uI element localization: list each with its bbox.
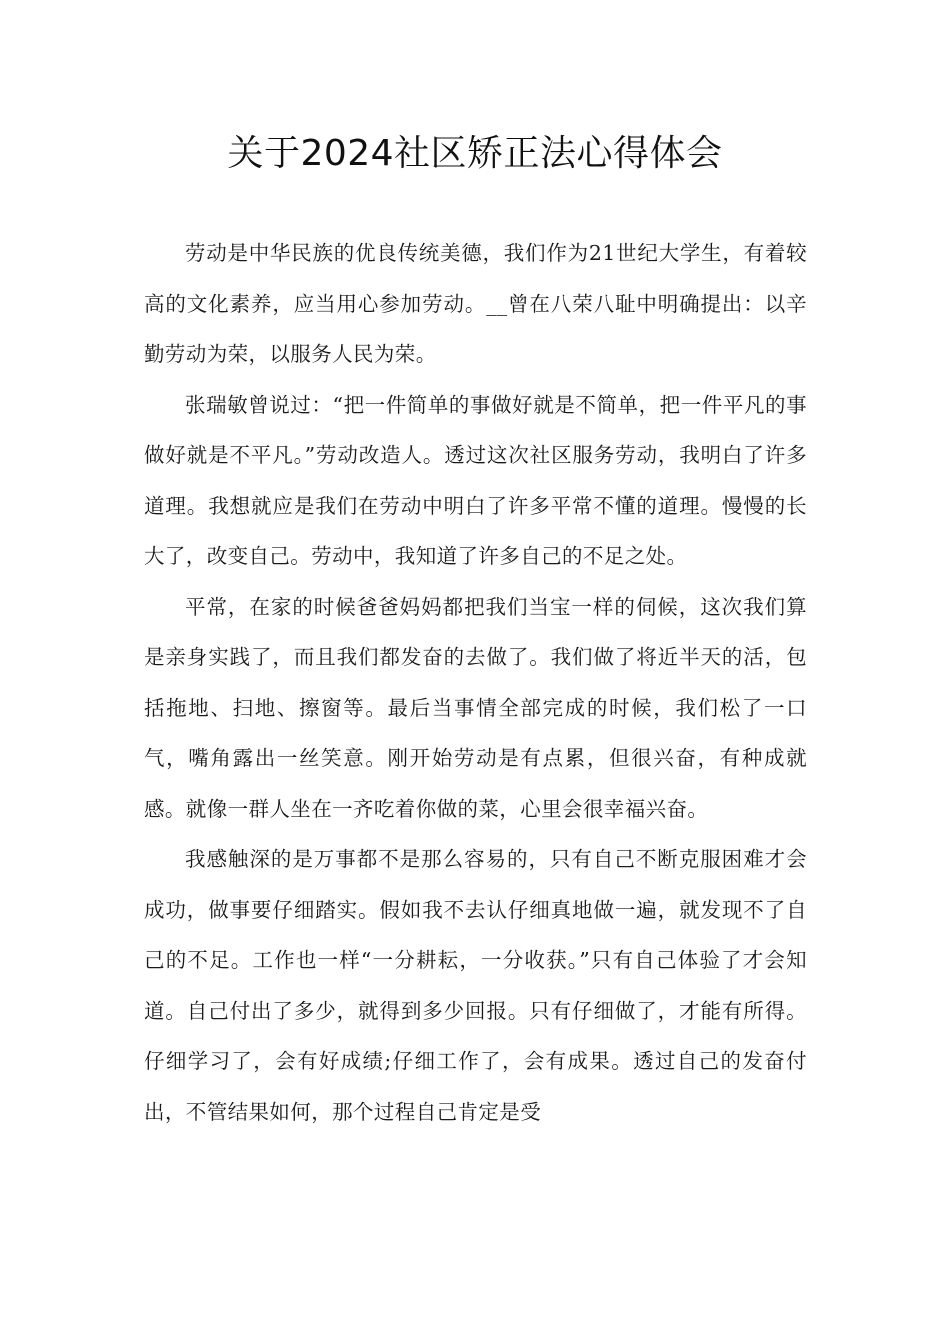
- paragraph-1: 劳动是中华民族的优良传统美德，我们作为21世纪大学生，有着较高的文化素养，应当用心参加劳动。__曾在八荣八耻中明确提出：以辛勤劳动为荣，以服务人民为荣。: [144, 241, 807, 366]
- paragraph-2: 张瑞敏曾说过：“把一件简单的事做好就是不简单，把一件平凡的事做好就是不平凡。”劳动改造人。透过这次社区服务劳动，我明白了许多道理。我想就应是我们在劳动中明白了许多平常不懂的道理。慢慢的长大了，改变自己。劳动中，我知道了许多自己的不足之处。: [144, 392, 807, 568]
- document-title: 关于2024社区矫正法心得体会: [227, 133, 723, 174]
- paragraph-3: 平常，在家的时候爸爸妈妈都把我们当宝一样的伺候，这次我们算是亲身实践了，而且我们都发奋的去做了。我们做了将近半天的活，包括拖地、扫地、擦窗等。最后当事情全部完成的时候，我们松了一口气，嘴角露出一丝笑意。刚开始劳动是有点累，但很兴奋，有种成就感。就像一群人坐在一齐吃着你做的菜，心里会很幸福兴奋。: [144, 594, 807, 821]
- document-body: [144, 228, 807, 1137]
- paragraph-4: 我感触深的是万事都不是那么容易的，只有自己不断克服困难才会成功，做事要仔细踏实。假如我不去认仔细真地做一遍，就发现不了自己的不足。工作也一样“一分耕耘，一分收获。”只有自己体验了才会知道。自己付出了多少，就得到多少回报。只有仔细做了，才能有所得。仔细学习了，会有好成绩;仔细工作了，会有成果。透过自己的发奋付出，不管结果如何，那个过程自己肯定是受: [144, 847, 807, 1124]
